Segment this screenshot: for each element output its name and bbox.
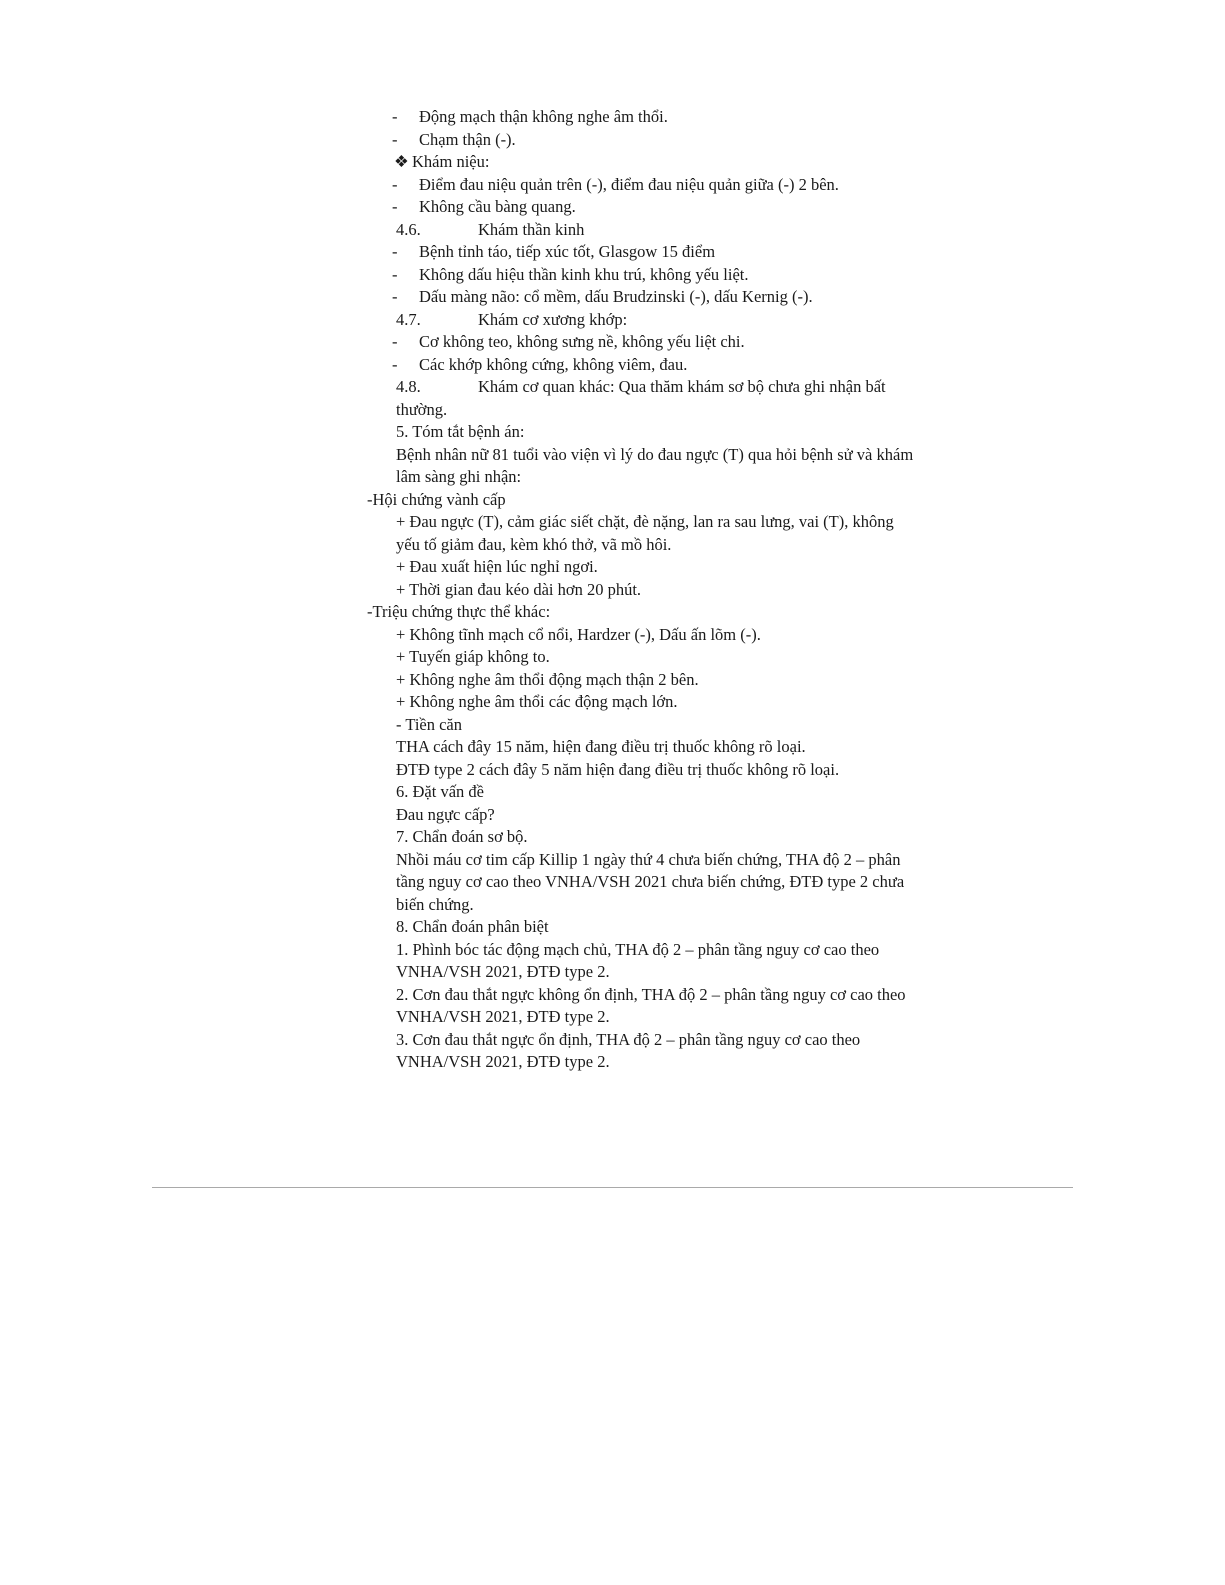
document-line	[394, 151, 489, 173]
line-text: -Hội chứng vành cấp	[367, 489, 506, 509]
document-line	[396, 1029, 860, 1051]
document-line	[396, 511, 894, 533]
list-marker: 4.7.	[396, 309, 421, 329]
line-text: Khám niệu:	[412, 152, 490, 171]
line-text: + Đau ngực (T), cảm giác siết chặt, đè nặng, lan ra sau lưng, vai (T), không	[396, 512, 894, 531]
line-text: 5. Tóm tắt bệnh án:	[396, 422, 525, 441]
line-text: Khám cơ xương khớp:	[478, 309, 628, 329]
line-text: Bệnh tỉnh táo, tiếp xúc tốt, Glasgow 15 điểm	[419, 242, 716, 261]
document-line	[396, 556, 598, 578]
list-marker: -	[392, 174, 398, 194]
document-line	[392, 331, 745, 353]
document-line	[396, 849, 901, 871]
document-line	[396, 939, 879, 961]
document-line	[396, 916, 549, 938]
line-text: ĐTĐ type 2 cách đây 5 năm hiện đang điều trị thuốc không rõ loại.	[396, 759, 840, 779]
list-marker: -	[392, 354, 398, 374]
document-line	[396, 624, 761, 646]
document-line	[396, 579, 641, 601]
document-line	[396, 534, 671, 556]
line-text: 1. Phình bóc tác động mạch chủ, THA độ 2 – phân tầng nguy cơ cao theo	[396, 939, 880, 959]
line-text: Dấu màng não: cổ mềm, dấu Brudzinski (-), dấu Kernig (-).	[419, 287, 813, 306]
line-text: Khám cơ quan khác: Qua thăm khám sơ bộ chưa ghi nhận bất	[478, 377, 886, 396]
line-text: Nhồi máu cơ tim cấp Killip 1 ngày thứ 4 chưa biến chứng, THA độ 2 – phân	[396, 849, 901, 869]
document-line	[396, 781, 484, 803]
line-text: + Đau xuất hiện lúc nghỉ ngơi.	[396, 557, 598, 576]
line-text: 7. Chẩn đoán sơ bộ.	[396, 827, 528, 846]
diamond-bullet-icon: ❖	[394, 152, 409, 171]
line-text: Cơ không teo, không sưng nề, không yếu liệt chi.	[419, 332, 745, 351]
line-text: thường.	[396, 399, 448, 419]
line-text: -Triệu chứng thực thể khác:	[367, 602, 551, 621]
document-line	[392, 264, 749, 286]
document-line	[396, 826, 528, 848]
line-text: VNHA/VSH 2021, ĐTĐ type 2.	[396, 1007, 610, 1026]
line-text: - Tiền căn	[396, 714, 462, 734]
line-text: Chạm thận (-).	[419, 129, 516, 149]
line-text: 2. Cơn đau thắt ngực không ổn định, THA độ 2 – phân tầng nguy cơ cao theo	[396, 984, 906, 1004]
list-marker: -	[392, 287, 398, 306]
document-line	[392, 174, 839, 196]
line-text: + Thời gian đau kéo dài hơn 20 phút.	[396, 579, 642, 599]
document-line	[396, 714, 462, 736]
document-line	[396, 736, 806, 758]
line-text: Động mạch thận không nghe âm thổi.	[419, 107, 668, 126]
list-marker: -	[392, 332, 398, 351]
page-separator-line	[152, 1187, 1073, 1188]
line-text: + Không nghe âm thổi động mạch thận 2 bên.	[396, 669, 699, 689]
list-marker: -	[392, 242, 398, 261]
list-marker: -	[392, 129, 398, 149]
line-text: + Tuyến giáp không to.	[396, 647, 550, 666]
line-text: Điểm đau niệu quản trên (-), điểm đau niệu quản giữa (-) 2 bên.	[419, 174, 839, 194]
list-marker: -	[392, 107, 398, 126]
document-line	[392, 196, 576, 218]
document-line	[396, 1051, 610, 1073]
line-text: Bệnh nhân nữ 81 tuổi vào viện vì lý do đau ngực (T) qua hỏi bệnh sử và khám	[396, 444, 914, 464]
line-text: + Không tĩnh mạch cổ nổi, Hardzer (-), Dấu ấn lõm (-).	[396, 624, 761, 644]
line-text: lâm sàng ghi nhận:	[396, 467, 522, 486]
line-text: Không dấu hiệu thần kinh khu trú, không yếu liệt.	[419, 264, 749, 284]
document-line	[396, 691, 678, 713]
document-line	[396, 646, 550, 668]
document-line	[396, 219, 584, 241]
document-line	[396, 421, 524, 443]
document-line	[396, 309, 627, 331]
line-text: biến chứng.	[396, 894, 474, 914]
list-marker: 4.6.	[396, 219, 421, 239]
document-line	[396, 804, 495, 826]
document-line	[367, 601, 550, 623]
document-line	[396, 871, 904, 893]
document-line	[396, 894, 474, 916]
line-text: 8. Chẩn đoán phân biệt	[396, 917, 549, 936]
line-text: VNHA/VSH 2021, ĐTĐ type 2.	[396, 962, 610, 981]
list-marker: 4.8.	[396, 377, 421, 396]
document-line	[396, 466, 521, 488]
document-line	[392, 286, 813, 308]
line-text: Đau ngực cấp?	[396, 804, 495, 824]
document-line	[392, 106, 668, 128]
list-marker: -	[392, 197, 398, 216]
line-text: 3. Cơn đau thắt ngực ổn định, THA độ 2 – phân tầng nguy cơ cao theo	[396, 1029, 861, 1049]
line-text: 6. Đặt vấn đề	[396, 782, 484, 801]
line-text: yếu tố giảm đau, kèm khó thở, vã mồ hôi.	[396, 534, 672, 554]
document-line	[392, 354, 687, 376]
document-line	[392, 241, 715, 263]
line-text: Các khớp không cứng, không viêm, đau.	[419, 354, 688, 374]
line-text: Khám thần kinh	[478, 219, 585, 239]
document-line	[396, 1006, 610, 1028]
document-line	[396, 444, 913, 466]
document-line	[396, 399, 447, 421]
line-text: tầng nguy cơ cao theo VNHA/VSH 2021 chưa biến chứng, ĐTĐ type 2 chưa	[396, 872, 905, 891]
line-text: THA cách đây 15 năm, hiện đang điều trị thuốc không rõ loại.	[396, 737, 806, 756]
list-marker: -	[392, 264, 398, 284]
document-line	[396, 759, 839, 781]
document-line	[396, 961, 610, 983]
document-line	[367, 489, 506, 511]
document-line	[396, 376, 886, 398]
document-line	[396, 984, 906, 1006]
line-text: Không cầu bàng quang.	[419, 197, 576, 216]
document-line	[392, 129, 516, 151]
line-text: + Không nghe âm thổi các động mạch lớn.	[396, 692, 678, 711]
document-line	[396, 669, 699, 691]
line-text: VNHA/VSH 2021, ĐTĐ type 2.	[396, 1052, 610, 1071]
